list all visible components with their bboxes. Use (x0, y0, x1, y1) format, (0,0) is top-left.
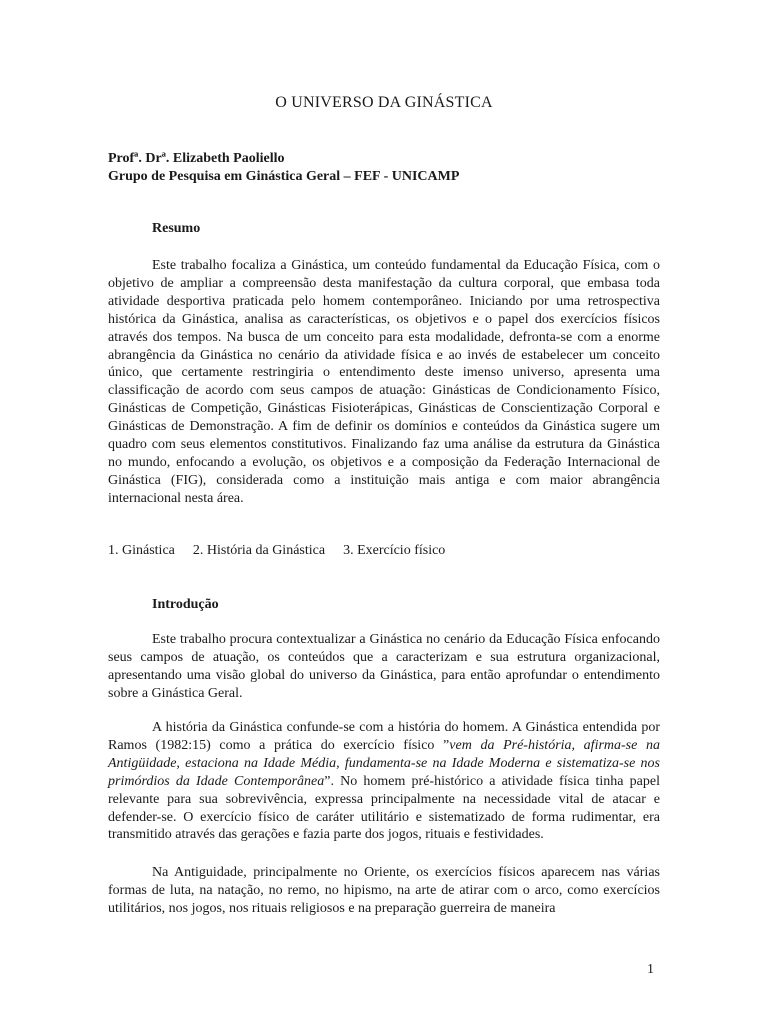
paragraph-text: ”. No homem pré-histórico a atividade física tinha papel relevante para sua sobrevivência, expressa principalmente na necessidade vital de atacar e defender-se. O exercício físico de caráter utilitário e sistematizado de forma rudimentar, era transmitido através das gerações e fazia parte dos jogos, rituais e festividades. (108, 773, 660, 843)
quoted-text: vem da Pré-história, afirma-se na Antigüidade, estaciona na Idade Média, fundamenta-se na Idade Moderna e sistematiza-se nos primórdios da Idade Contemporânea (108, 737, 660, 789)
author-block (108, 150, 668, 186)
introduction-heading: Introdução (152, 597, 219, 612)
keyword-item: 1. Ginástica (108, 543, 175, 558)
abstract-heading: Resumo (152, 221, 201, 236)
document-title: O UNIVERSO DA GINÁSTICA (275, 94, 493, 111)
introduction-paragraph-3: Na Antiguidade, principalmente no Oriente, os exercícios físicos aparecem nas várias formas de luta, na natação, no remo, no hipismo, na arte de atirar com o arco, como exercícios utilitários, nos jogos, nos rituais religiosos e na preparação guerreira de maneira (108, 865, 660, 916)
keyword-item: 2. História da Ginástica (192, 543, 326, 558)
page-number: 1 (647, 962, 654, 977)
keywords-list (108, 543, 463, 559)
introduction-paragraph-2 (108, 719, 660, 844)
author-name: Profª. Drª. Elizabeth Paoliello (108, 151, 285, 166)
introduction-paragraph-1: Este trabalho procura contextualizar a Ginástica no cenário da Educação Física enfocando seus campos de atuação, os conteúdos que a caracterizam e sua estrutura organizacional, apresentando uma visão global do universo da Ginástica, para então aprofundar o entendimento sobre a Ginástica Geral. (108, 632, 660, 701)
paragraph-text: A história da Ginástica confunde-se com a história do homem. A Ginástica entendida por Ramos (1982:15) como a prática do exercício físico ” (108, 720, 660, 753)
abstract-text: Este trabalho focaliza a Ginástica, um conteúdo fundamental da Educação Física, com o objetivo de ampliar a compreensão desta manifestação da cultura corporal, que embasa toda atividade desportiva praticada pelo homem contemporâneo. Iniciando por uma retrospectiva histórica da Ginástica, analisa as características, os objetivos e o papel dos exercícios físicos através dos tempos. Na busca de um conceito para esta modalidade, defronta-se com a enorme abrangência da Ginástica no cenário da atividade física e ao invés de estabelecer um conceito único, que certamente restringiria o entendimento deste imenso universo, apresenta uma classificação de acordo com seus campos de atuação: Ginásticas de Condicionamento Físico, Ginásticas de Competição, Ginásticas Fisioterápicas, Ginásticas de Conscientização Corporal e Ginásticas de Demonstração. A fim de definir os domínios e conteúdos da Ginástica sugere um quadro com seus elementos constitutivos. Finalizando faz uma análise da estrutura da Ginástica no mundo, enfocando a evolução, os objetivos e a composição da Federação Internacional de Ginástica (FIG), considerada como a instituição mais antiga e com maior abrangência internacional nesta área. (108, 258, 660, 506)
research-group: Grupo de Pesquisa em Ginástica Geral – FEF - UNICAMP (108, 169, 460, 184)
keyword-item: 3. Exercício físico (343, 543, 446, 558)
